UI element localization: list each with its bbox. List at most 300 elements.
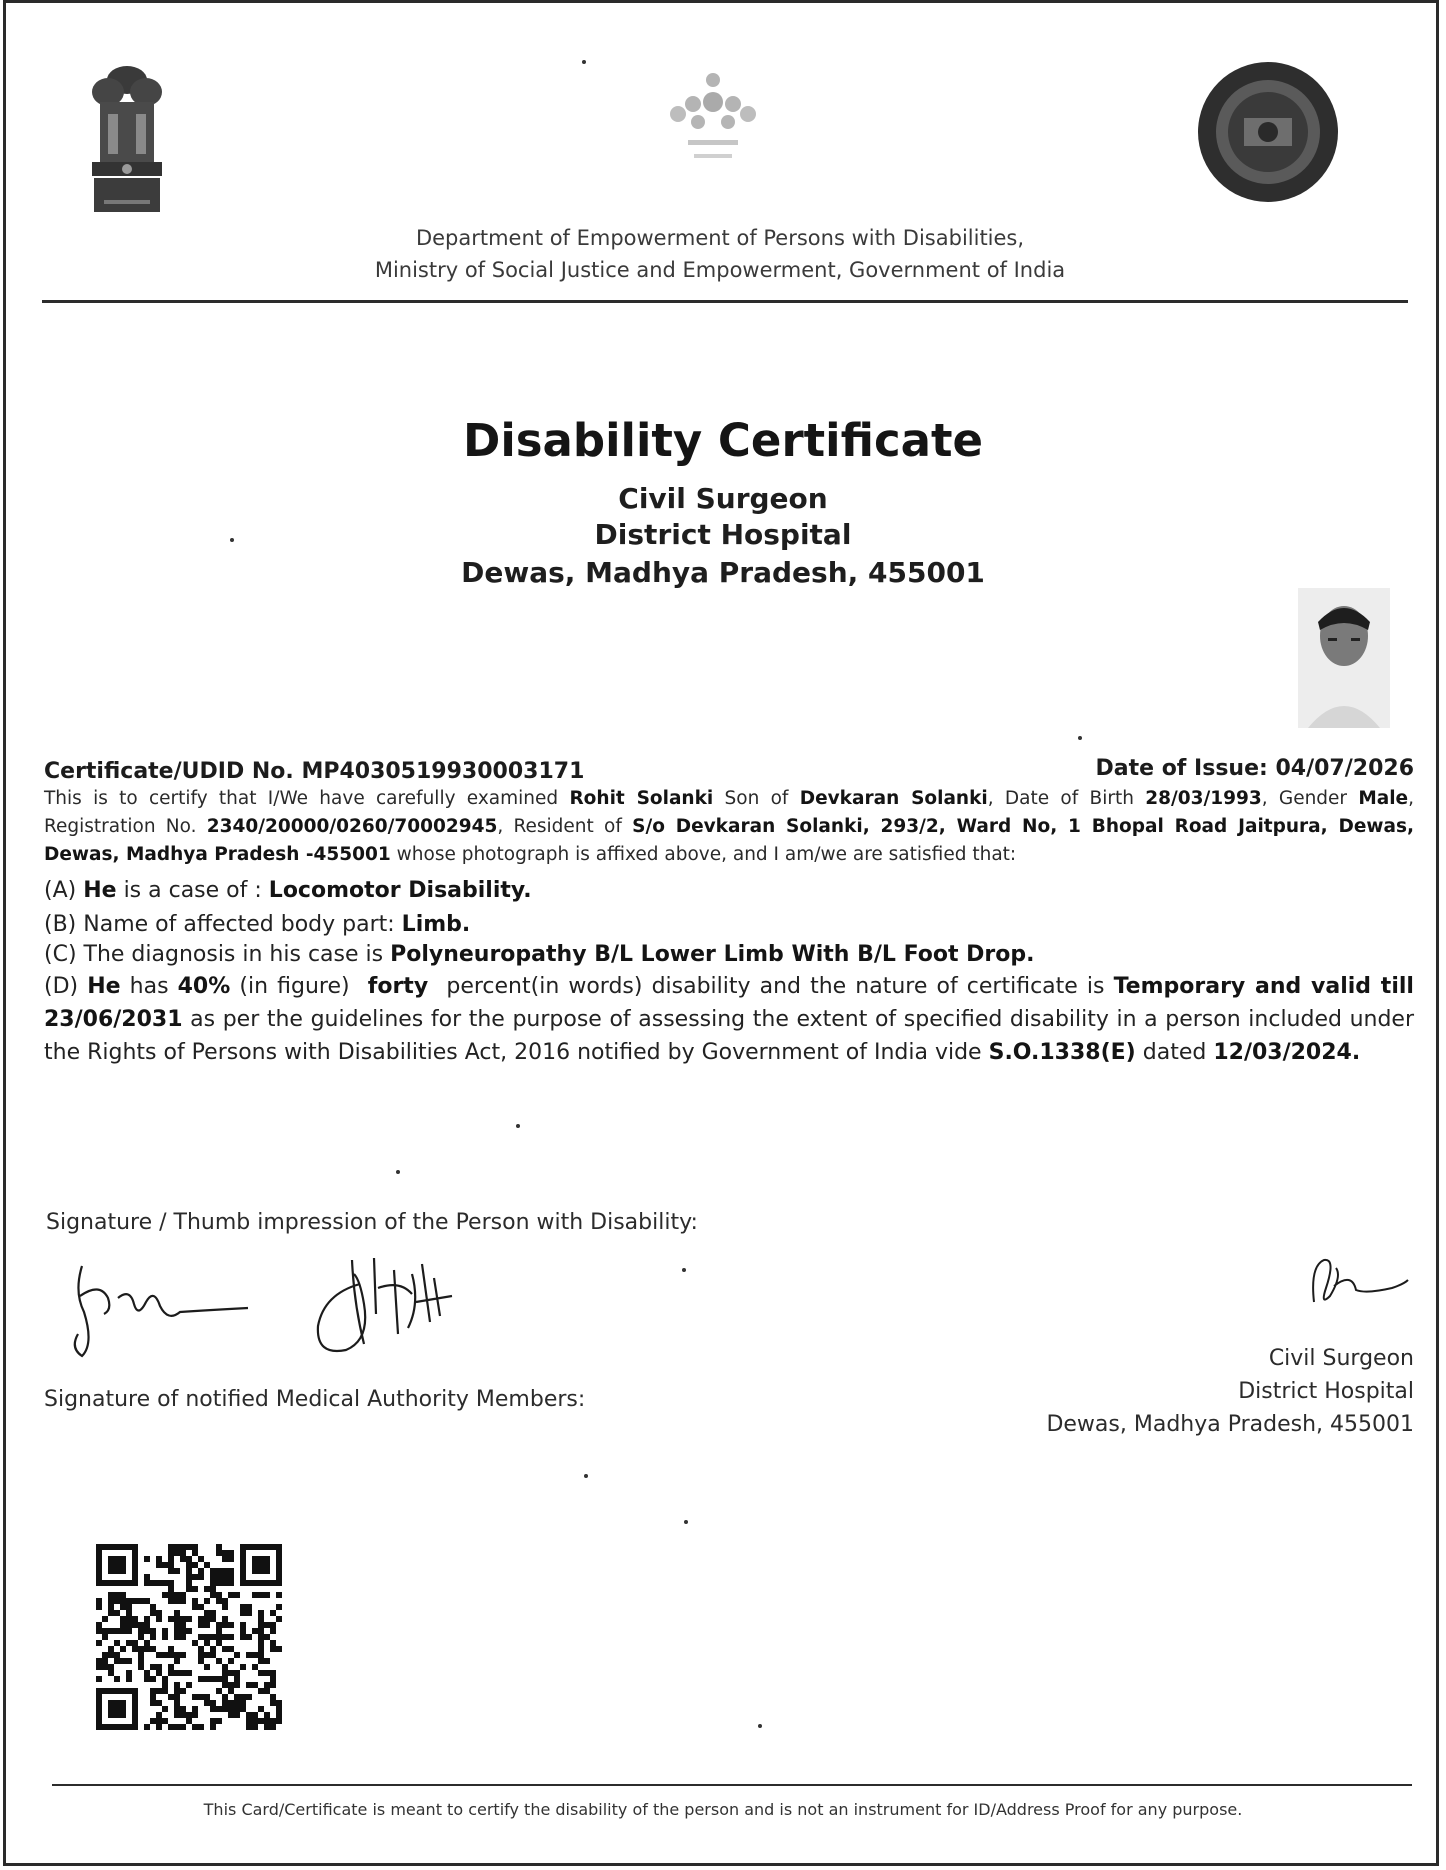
item-c: [44, 940, 1034, 970]
qr-module: [162, 1592, 168, 1598]
qr-module: [240, 1622, 246, 1628]
item-a-pronoun: He: [83, 878, 117, 903]
qr-module: [150, 1664, 156, 1670]
qr-module: [234, 1706, 240, 1712]
qr-module: [150, 1646, 156, 1652]
qr-module: [162, 1688, 168, 1694]
department-logo-icon: [648, 62, 778, 174]
certificate-nature: Temporary and valid till 23/06/2031: [44, 974, 1414, 1032]
qr-module: [138, 1658, 144, 1664]
authority-line-3: Dewas, Madhya Pradesh, 455001: [461, 556, 985, 589]
qr-module: [270, 1610, 276, 1616]
qr-module: [192, 1562, 198, 1568]
qr-module: [186, 1670, 192, 1676]
scan-speck: [396, 1170, 400, 1174]
qr-module: [222, 1574, 228, 1580]
qr-module: [258, 1652, 264, 1658]
qr-module: [228, 1568, 234, 1574]
qr-module: [204, 1640, 210, 1646]
qr-module: [276, 1706, 282, 1712]
qr-module: [132, 1598, 138, 1604]
qr-module: [108, 1598, 114, 1604]
qr-module: [210, 1580, 216, 1586]
qr-module: [120, 1604, 126, 1610]
qr-module: [240, 1628, 246, 1634]
qr-module: [222, 1694, 228, 1700]
qr-module: [258, 1610, 264, 1616]
scan-speck: [682, 1268, 686, 1272]
qr-module: [156, 1712, 162, 1718]
qr-module: [192, 1604, 198, 1610]
qr-module: [198, 1568, 204, 1574]
qr-module: [222, 1700, 228, 1706]
qr-finder-square: [108, 1700, 126, 1718]
qr-module: [156, 1652, 162, 1658]
disability-type: Locomotor Disability.: [268, 878, 532, 903]
qr-module: [96, 1628, 102, 1634]
qr-module: [108, 1664, 114, 1670]
qr-module: [210, 1718, 216, 1724]
qr-module: [258, 1718, 264, 1724]
qr-module: [204, 1664, 210, 1670]
qr-module: [186, 1682, 192, 1688]
qr-module: [150, 1718, 156, 1724]
footer-divider: [52, 1784, 1412, 1786]
registration-number: 2340/20000/0260/70002945: [206, 816, 498, 837]
qr-module: [162, 1580, 168, 1586]
qr-module: [162, 1718, 168, 1724]
qr-module: [96, 1640, 102, 1646]
intro-text: , Date of Birth: [987, 788, 1134, 809]
qr-module: [114, 1640, 120, 1646]
qr-module: [186, 1556, 192, 1562]
scan-speck: [516, 1124, 520, 1128]
item-d-pronoun: He: [87, 974, 121, 999]
qr-module: [120, 1598, 126, 1604]
qr-module: [156, 1724, 162, 1730]
scan-speck: [230, 538, 234, 542]
gender: Male: [1358, 788, 1409, 809]
scan-speck: [584, 1474, 588, 1478]
qr-module: [198, 1604, 204, 1610]
qr-code: [96, 1544, 282, 1730]
qr-module: [264, 1688, 270, 1694]
qr-module: [216, 1544, 222, 1550]
qr-module: [252, 1592, 258, 1598]
item-b-text: (B) Name of affected body part:: [44, 912, 395, 937]
qr-module: [252, 1718, 258, 1724]
qr-module: [234, 1676, 240, 1682]
qr-module: [228, 1670, 234, 1676]
qr-module: [144, 1598, 150, 1604]
qr-module: [222, 1676, 228, 1682]
qr-module: [234, 1694, 240, 1700]
applicant-name: Rohit Solanki: [569, 788, 714, 809]
qr-module: [222, 1622, 228, 1628]
qr-module: [222, 1682, 228, 1688]
qr-module: [126, 1610, 132, 1616]
qr-module: [222, 1670, 228, 1676]
qr-module: [180, 1556, 186, 1562]
udid-value: MP4030519930003171: [301, 759, 585, 784]
qr-module: [120, 1658, 126, 1664]
qr-module: [132, 1616, 138, 1622]
qr-module: [168, 1616, 174, 1622]
qr-module: [240, 1664, 246, 1670]
item-a-prefix: (A): [44, 878, 77, 903]
qr-module: [180, 1598, 186, 1604]
item-c-text: (C) The diagnosis in his case is: [44, 942, 384, 967]
qr-module: [120, 1646, 126, 1652]
qr-module: [168, 1544, 174, 1550]
cs-line-2: District Hospital: [1238, 1379, 1414, 1404]
qr-module: [216, 1640, 222, 1646]
qr-module: [174, 1544, 180, 1550]
qr-module: [276, 1646, 282, 1652]
qr-module: [126, 1676, 132, 1682]
qr-module: [210, 1586, 216, 1592]
qr-module: [168, 1592, 174, 1598]
qr-module: [264, 1622, 270, 1628]
qr-module: [240, 1706, 246, 1712]
qr-module: [108, 1604, 114, 1610]
qr-module: [114, 1676, 120, 1682]
qr-module: [138, 1628, 144, 1634]
qr-module: [174, 1622, 180, 1628]
qr-module: [204, 1694, 210, 1700]
qr-module: [174, 1658, 180, 1664]
qr-module: [114, 1592, 120, 1598]
qr-module: [204, 1598, 210, 1604]
qr-finder-square: [108, 1556, 126, 1574]
qr-module: [144, 1580, 150, 1586]
qr-module: [120, 1622, 126, 1628]
qr-module: [246, 1604, 252, 1610]
item-d-text: as per the guidelines for the purpose of assessing the extent of specified disability in a person included under the Rights of Persons with Disabilities Act, 2016 notified by Government of India vide: [44, 1007, 1415, 1065]
qr-module: [186, 1586, 192, 1592]
qr-module: [138, 1646, 144, 1652]
qr-module: [258, 1616, 264, 1622]
qr-module: [210, 1724, 216, 1730]
qr-module: [120, 1616, 126, 1622]
applicant-photo: [1298, 588, 1390, 728]
qr-module: [174, 1592, 180, 1598]
qr-module: [174, 1628, 180, 1634]
qr-module: [138, 1664, 144, 1670]
qr-module: [222, 1598, 228, 1604]
qr-module: [174, 1712, 180, 1718]
qr-module: [174, 1682, 180, 1688]
qr-module: [150, 1610, 156, 1616]
qr-module: [246, 1652, 252, 1658]
qr-module: [204, 1700, 210, 1706]
diagnosis: Polyneuropathy B/L Lower Limb With B/L Foot Drop.: [390, 942, 1035, 967]
qr-module: [228, 1592, 234, 1598]
qr-module: [162, 1634, 168, 1640]
qr-module: [168, 1598, 174, 1604]
qr-module: [102, 1634, 108, 1640]
qr-module: [198, 1658, 204, 1664]
qr-module: [264, 1658, 270, 1664]
qr-module: [102, 1616, 108, 1622]
qr-module: [270, 1640, 276, 1646]
qr-module: [156, 1700, 162, 1706]
qr-module: [126, 1640, 132, 1646]
qr-module: [258, 1658, 264, 1664]
national-emblem-icon: [82, 62, 172, 212]
qr-module: [204, 1634, 210, 1640]
qr-module: [126, 1616, 132, 1622]
qr-module: [192, 1574, 198, 1580]
qr-module: [264, 1592, 270, 1598]
qr-module: [240, 1634, 246, 1640]
qr-module: [210, 1568, 216, 1574]
qr-module: [144, 1676, 150, 1682]
qr-module: [252, 1682, 258, 1688]
qr-module: [150, 1628, 156, 1634]
qr-module: [228, 1658, 234, 1664]
qr-module: [114, 1652, 120, 1658]
qr-module: [276, 1712, 282, 1718]
authority-line-1: Civil Surgeon: [618, 482, 828, 515]
item-d: [44, 970, 1414, 1069]
qr-module: [258, 1646, 264, 1652]
qr-module: [228, 1646, 234, 1652]
qr-module: [264, 1634, 270, 1640]
qr-module: [150, 1700, 156, 1706]
qr-module: [186, 1718, 192, 1724]
qr-module: [228, 1706, 234, 1712]
intro-text: , Registration No.: [44, 788, 1414, 837]
resident-address: S/o Devkaran Solanki, 293/2, Ward No, 1 Bhopal Road Jaitpura, Dewas, Dewas, Madhya Pradesh -455001: [44, 816, 1414, 865]
qr-module: [174, 1670, 180, 1676]
person-signature-label: Signature / Thumb impression of the Person with Disability:: [46, 1210, 698, 1235]
qr-module: [258, 1688, 264, 1694]
qr-module: [114, 1598, 120, 1604]
cs-line-3: Dewas, Madhya Pradesh, 455001: [1046, 1412, 1414, 1437]
qr-module: [222, 1604, 228, 1610]
disability-percent-words: forty: [367, 974, 429, 999]
qr-module: [198, 1622, 204, 1628]
qr-module: [186, 1574, 192, 1580]
qr-module: [108, 1652, 114, 1658]
qr-module: [180, 1724, 186, 1730]
qr-module: [210, 1610, 216, 1616]
qr-module: [180, 1550, 186, 1556]
qr-module: [228, 1550, 234, 1556]
qr-module: [192, 1640, 198, 1646]
qr-module: [216, 1718, 222, 1724]
qr-module: [150, 1688, 156, 1694]
qr-module: [264, 1724, 270, 1730]
qr-module: [174, 1568, 180, 1574]
qr-module: [204, 1616, 210, 1622]
qr-module: [216, 1706, 222, 1712]
qr-module: [234, 1700, 240, 1706]
qr-module: [270, 1628, 276, 1634]
qr-module: [198, 1616, 204, 1622]
qr-module: [276, 1700, 282, 1706]
qr-module: [270, 1670, 276, 1676]
qr-module: [192, 1586, 198, 1592]
qr-module: [246, 1718, 252, 1724]
qr-module: [156, 1718, 162, 1724]
item-d-text: has: [129, 974, 169, 999]
qr-module: [102, 1652, 108, 1658]
qr-module: [228, 1700, 234, 1706]
qr-module: [204, 1676, 210, 1682]
qr-module: [180, 1634, 186, 1640]
issue-date-line: [1095, 756, 1414, 781]
qr-module: [258, 1640, 264, 1646]
civil-surgeon-block: [1046, 1342, 1414, 1441]
qr-module: [138, 1598, 144, 1604]
qr-module: [156, 1610, 162, 1616]
qr-module: [234, 1682, 240, 1688]
qr-module: [270, 1682, 276, 1688]
item-d-text: percent(in words) disability and the nature of certificate is: [446, 974, 1105, 999]
qr-module: [126, 1670, 132, 1676]
qr-module: [252, 1712, 258, 1718]
qr-module: [210, 1574, 216, 1580]
qr-module: [186, 1568, 192, 1574]
qr-module: [150, 1634, 156, 1640]
qr-module: [198, 1556, 204, 1562]
qr-module: [216, 1658, 222, 1664]
qr-module: [222, 1706, 228, 1712]
qr-module: [270, 1724, 276, 1730]
qr-module: [156, 1670, 162, 1676]
item-a-text: is a case of :: [123, 878, 262, 903]
intro-text: Son of: [724, 788, 789, 809]
qr-module: [126, 1628, 132, 1634]
qr-module: [102, 1658, 108, 1664]
qr-module: [174, 1688, 180, 1694]
qr-module: [168, 1694, 174, 1700]
qr-module: [180, 1622, 186, 1628]
item-d-text: (in figure): [239, 974, 350, 999]
qr-module: [240, 1694, 246, 1700]
qr-module: [186, 1580, 192, 1586]
qr-module: [174, 1634, 180, 1640]
qr-module: [252, 1628, 258, 1634]
qr-module: [168, 1670, 174, 1676]
qr-module: [264, 1670, 270, 1676]
qr-module: [102, 1664, 108, 1670]
certificate-title: Disability Certificate: [462, 414, 984, 467]
qr-module: [246, 1724, 252, 1730]
qr-module: [150, 1604, 156, 1610]
item-d-text: dated: [1142, 1040, 1207, 1065]
qr-finder-square: [252, 1556, 270, 1574]
qr-module: [168, 1562, 174, 1568]
qr-module: [192, 1550, 198, 1556]
qr-module: [276, 1616, 282, 1622]
intro-text: whose photograph is affixed above, and I am/we are satisfied that:: [396, 844, 1017, 865]
qr-module: [162, 1628, 168, 1634]
intro-text: , Gender: [1261, 788, 1348, 809]
qr-module: [210, 1634, 216, 1640]
qr-module: [168, 1652, 174, 1658]
qr-module: [210, 1652, 216, 1658]
qr-module: [120, 1592, 126, 1598]
intro-text: This is to certify that I/We have carefully examined: [44, 788, 559, 809]
qr-module: [180, 1670, 186, 1676]
qr-module: [108, 1592, 114, 1598]
qr-module: [216, 1622, 222, 1628]
qr-module: [180, 1652, 186, 1658]
qr-module: [150, 1580, 156, 1586]
qr-module: [198, 1724, 204, 1730]
qr-module: [144, 1670, 150, 1676]
qr-module: [144, 1724, 150, 1730]
qr-module: [132, 1640, 138, 1646]
qr-module: [168, 1586, 174, 1592]
qr-module: [180, 1616, 186, 1622]
qr-module: [258, 1628, 264, 1634]
issue-date-label: Date of Issue:: [1095, 756, 1268, 781]
qr-module: [234, 1592, 240, 1598]
qr-module: [210, 1592, 216, 1598]
item-b: [44, 910, 470, 940]
qr-module: [192, 1598, 198, 1604]
department-line-2: Ministry of Social Justice and Empowerment, Government of India: [374, 258, 1066, 282]
qr-module: [186, 1544, 192, 1550]
udid-label: Certificate/UDID No.: [44, 759, 294, 784]
qr-module: [168, 1646, 174, 1652]
qr-module: [216, 1550, 222, 1556]
person-signature-2: [304, 1244, 464, 1362]
qr-module: [168, 1724, 174, 1730]
authority-line-2: District Hospital: [594, 518, 852, 551]
qr-module: [222, 1616, 228, 1622]
qr-module: [222, 1646, 228, 1652]
qr-module: [228, 1688, 234, 1694]
qr-module: [174, 1700, 180, 1706]
qr-module: [180, 1688, 186, 1694]
qr-module: [216, 1634, 222, 1640]
qr-module: [96, 1622, 102, 1628]
qr-module: [168, 1568, 174, 1574]
qr-module: [114, 1628, 120, 1634]
qr-module: [258, 1634, 264, 1640]
qr-module: [210, 1646, 216, 1652]
department-line-1: Department of Empowerment of Persons with Disabilities,: [415, 226, 1025, 250]
qr-module: [126, 1622, 132, 1628]
qr-module: [162, 1562, 168, 1568]
qr-module: [198, 1652, 204, 1658]
qr-module: [216, 1574, 222, 1580]
qr-module: [174, 1610, 180, 1616]
scan-speck: [582, 60, 586, 64]
qr-module: [210, 1700, 216, 1706]
notification-date: 12/03/2024.: [1213, 1040, 1361, 1065]
qr-module: [204, 1652, 210, 1658]
qr-module: [180, 1592, 186, 1598]
state-seal-icon: [1194, 58, 1342, 206]
qr-module: [144, 1640, 150, 1646]
qr-module: [192, 1712, 198, 1718]
qr-module: [228, 1682, 234, 1688]
qr-module: [192, 1706, 198, 1712]
qr-module: [156, 1664, 162, 1670]
qr-module: [102, 1628, 108, 1634]
qr-module: [222, 1568, 228, 1574]
qr-module: [264, 1712, 270, 1718]
qr-module: [108, 1646, 114, 1652]
qr-module: [156, 1688, 162, 1694]
qr-module: [96, 1598, 102, 1604]
